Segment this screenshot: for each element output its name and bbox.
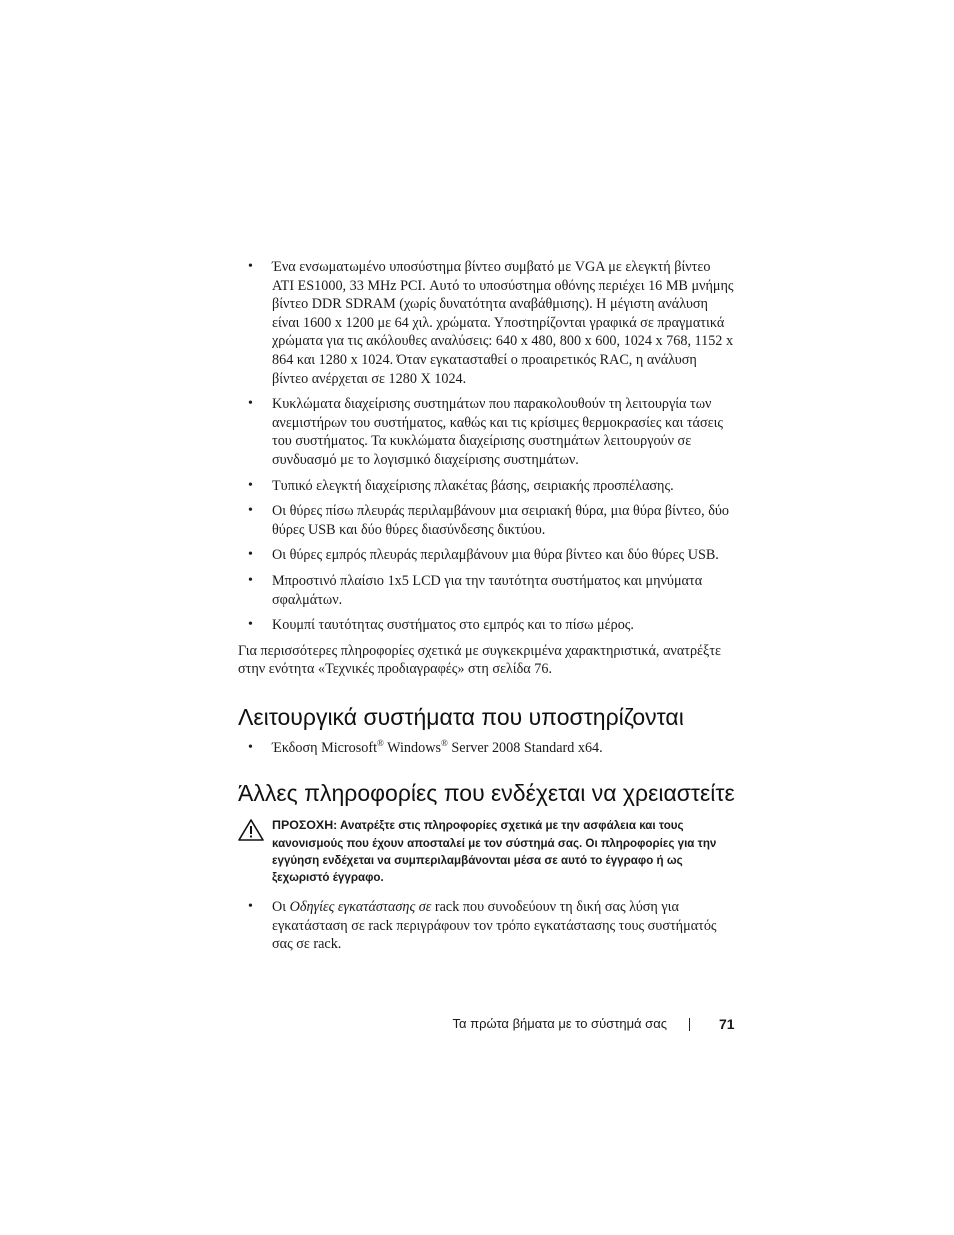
- other-info-heading: Άλλες πληροφορίες που ενδέχεται να χρειαστείτε: [238, 780, 735, 807]
- bullet-icon: •: [248, 259, 253, 274]
- list-item-text: Οι θύρες πίσω πλευράς περιλαμβάνουν μια σειριακή θύρα, μια θύρα βίντεο, δύο θύρες USB και δύο θύρες διασύνδεσης δικτύου.: [272, 503, 730, 538]
- other-info-list: [238, 898, 736, 954]
- caution-label: ΠΡΟΣΟΧΗ:: [272, 818, 338, 833]
- os-list: [238, 739, 736, 758]
- feature-list: [238, 258, 736, 635]
- list-item: [238, 395, 736, 469]
- bullet-icon: •: [248, 617, 253, 633]
- footer-title: Τα πρώτα βήματα με το σύστημά σας: [452, 1016, 667, 1031]
- bullet-icon: •: [248, 899, 253, 915]
- list-item: [238, 898, 736, 954]
- document-title: Οδηγίες εγκατάστασης σε: [289, 899, 432, 916]
- caution-note: [238, 817, 736, 886]
- list-item-text: Τυπικό ελεγκτή διαχείρισης πλακέτας βάσης, σειριακής προσπέλασης.: [272, 477, 674, 494]
- list-item: [238, 572, 736, 609]
- caution-text: Ανατρέξτε στις πληροφορίες σχετικά με την ασφάλεια και τους κανονισμούς που έχουν αποσταλεί με τον σύστημά σας. Οι πληροφορίες για την εγγύηση ενδέχεται να συμπεριλαμβάνονται μέσα σε αυτό το έγγραφο ή ως ξεχωριστό έγγραφο.: [272, 819, 717, 885]
- list-item: [238, 502, 736, 539]
- list-item: [238, 616, 736, 635]
- bullet-icon: •: [248, 572, 253, 588]
- bullet-icon: •: [248, 503, 253, 519]
- list-item-text: Κυκλώματα διαχείρισης συστημάτων που παρακολουθούν τη λειτουργία των ανεμιστήρων του συστήματος, καθώς και τις κρίσιμες θερμοκρασίες και τάσεις του συστήματος. Τα κυκλώματα διαχείρισης συστημάτων λειτουργούν σε συνδυασμό με το λογισμικό διαχείρισης συστημάτων.: [272, 396, 724, 468]
- list-item-text: Οι θύρες εμπρός πλευράς περιλαμβάνουν μια θύρα βίντεο και δύο θύρες USB.: [272, 547, 719, 564]
- footer-divider: [689, 1018, 690, 1031]
- bullet-icon: •: [248, 396, 253, 412]
- list-item-text: Ένα ενσωματωμένο υποσύστημα βίντεο συμβατό με VGA με ελεγκτή βίντεο ATI ES1000, 33 MHz PCI. Αυτό το υποσύστημα οθόνης περιέχει 16 MB μνήμης βίντεο DDR SDRAM (χωρίς δυνατότητα αναβάθμισης). Η μέγιστη ανάλυση είναι 1600 x 1200 με 64 χιλ. χρώματα. Υποστηρίζονται γραφικά σε πραγματικά χρώματα για τις ακόλουθες αναλύσεις: 640 x 480, 800 x 600, 1024 x 768, 1152 x 864 και 1280 x 1024. Όταν εγκατασταθεί ο προαιρετικός RAC, η ανάλυση βίντεο ανέρχεται σε 1280 X 1024.: [272, 259, 734, 387]
- bullet-icon: •: [248, 547, 253, 563]
- bullet-prefix: Οι: [272, 899, 290, 916]
- bullet-suffix: rack που συνοδεύουν τη δική σας λύση για εγκατάσταση σε rack περιγράφουν τον τρόπο εγκατάστασης τους συστήματός σας σε rack.: [272, 899, 717, 953]
- list-item: [238, 546, 736, 565]
- bullet-icon: •: [248, 739, 253, 755]
- more-info-paragraph: Για περισσότερες πληροφορίες σχετικά με συγκεκριμένα χαρακτηριστικά, ανατρέξτε στην ενότητα «Τεχνικές προδιαγραφές» στη σελίδα 76.: [238, 642, 721, 678]
- os-item-mid: Windows: [383, 739, 441, 756]
- list-item-text: Κουμπί ταυτότητας συστήματος στο εμπρός και το πίσω μέρος.: [272, 617, 634, 634]
- page-content: [238, 258, 736, 961]
- warning-icon: [238, 819, 264, 846]
- page-number: 71: [719, 1016, 735, 1032]
- list-item: [238, 739, 736, 758]
- os-section-heading: Λειτουργικά συστήματα που υποστηρίζονται: [238, 703, 684, 730]
- bullet-icon: •: [248, 477, 253, 493]
- list-item-text: Μπροστινό πλαίσιο 1x5 LCD για την ταυτότητα συστήματος και μηνύματα σφαλμάτων.: [272, 572, 703, 608]
- os-item-prefix: Έκδοση Microsoft: [272, 739, 378, 756]
- list-item: [238, 258, 736, 388]
- os-item-suffix: Server 2008 Standard x64.: [447, 739, 603, 756]
- registered-mark: ®: [440, 737, 448, 748]
- list-item: [238, 477, 736, 496]
- registered-mark: ®: [377, 737, 384, 748]
